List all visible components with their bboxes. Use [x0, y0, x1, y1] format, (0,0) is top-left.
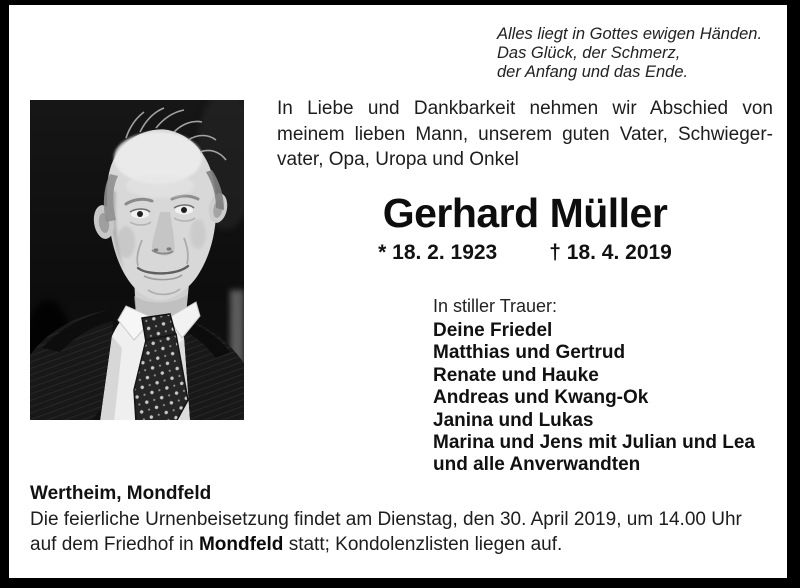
announcement-line2-suffix: statt; Kondolenzlisten liegen auf.: [283, 533, 563, 555]
verse-line: Alles liegt in Gottes ewigen Händen.: [497, 25, 763, 43]
portrait-photo-image: [30, 100, 244, 420]
mourning-heading: In stiller Trauer:: [433, 296, 558, 316]
intro-paragraph: [277, 96, 773, 173]
intro-line: In Liebe und Dankbarkeit nehmen wir Abschied von: [277, 98, 773, 119]
mourner-name: Renate und Hauke: [433, 364, 599, 386]
birth-date: * 18. 2. 1923: [378, 241, 498, 264]
funeral-announcement: [30, 508, 776, 557]
announcement-line1: Die feierliche Urnenbeisetzung findet am Dienstag, den 30. April 2019, um 14.00 Uhr: [30, 509, 742, 530]
life-dates: [277, 241, 773, 265]
verse-line: der Anfang und das Ende.: [497, 63, 689, 81]
mourners-list: [433, 320, 783, 477]
mourner-name: Marina und Jens mit Julian und Lea: [433, 432, 755, 454]
announcement-place-bold: Mondfeld: [198, 533, 284, 555]
announcement-line2-prefix: auf dem Friedhof in: [30, 533, 199, 555]
mourner-name: Matthias und Gertrud: [433, 342, 626, 364]
verse-line: Das Glück, der Schmerz,: [497, 44, 681, 62]
verse: [497, 25, 782, 82]
intro-line: vater, Opa, Uropa und Onkel: [277, 149, 519, 170]
mourner-name: Andreas und Kwang-Ok: [433, 387, 649, 409]
death-date: † 18. 4. 2019: [549, 241, 672, 264]
place-line: Wertheim, Mondfeld: [30, 483, 212, 504]
deceased-name: Gerhard Müller: [382, 190, 668, 236]
mourner-name: Deine Friedel: [433, 320, 553, 341]
intro-line: meinem lieben Mann, unserem guten Vater, Schwieger-: [277, 123, 773, 145]
portrait-photo: [30, 100, 244, 420]
mourner-name: und alle Anverwandten: [433, 454, 641, 476]
mourner-name: Janina und Lukas: [433, 409, 594, 431]
announcement-line2: [30, 533, 776, 558]
